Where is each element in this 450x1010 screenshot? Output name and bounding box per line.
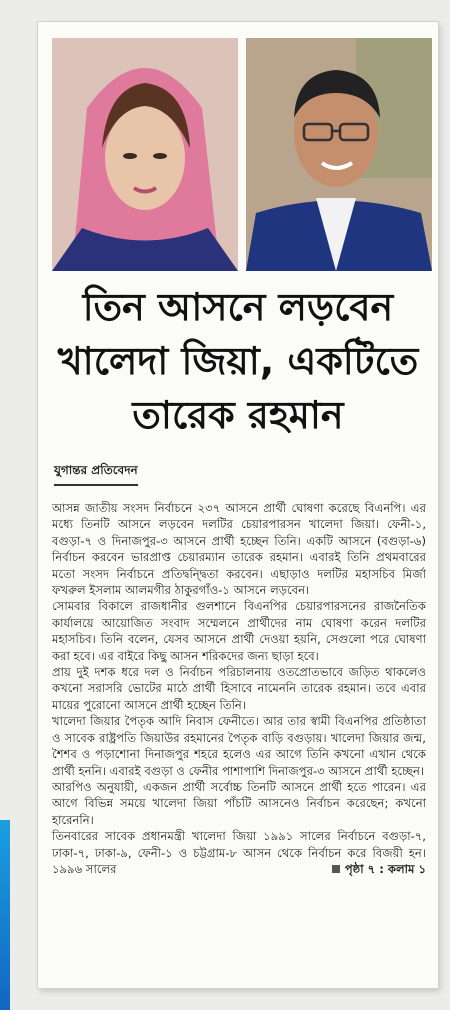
paragraph: প্রায় দুই দশক ধরে দল ও নির্বাচন পরিচালনায় ওতপ্রোতভাবে জড়িত থাকলেও কখনো সরাসরি ভোটের মাঠে প্রার্থী হিসাবে নামেননি তারেক রহমান। তবে এবার মায়ের পুরোনো আসনে প্রার্থী হচ্ছেন তিনি। xyxy=(52,665,426,712)
paragraph: আরপিও অনুযায়ী, একজন প্রার্থী সর্বোচ্চ তিনটি আসনে প্রার্থী হতে পারেন। এর আগে বিভিন্ন সময়ে খালেদা জিয়া পাঁচটি আসনেও নির্বাচন করেছেন; কখনো হারেননি। xyxy=(52,779,426,827)
paragraph: সোমবার বিকালে রাজধানীর গুলশানে বিএনপির চেয়ারপারসনের রাজনৈতিক কার্যালয়ে আয়োজিত সংবাদ সম্মেলনে প্রার্থীদের নাম ঘোষণা করেন দলটির মহাসচিব। তিনি বলেন, যেসব আসনে প্রার্থী দেওয়া হয়নি, সেগুলো পরে ঘোষণা করা হবে। এর বাইরে কিছু আসন শরিকদের জন্য ছাড়া হবে। xyxy=(52,599,426,663)
edge-strip xyxy=(0,820,10,1010)
paragraph-last xyxy=(52,828,426,877)
headline-line-2: খালেদা জিয়া, একটিতে xyxy=(57,339,419,383)
paragraph: খালেদা জিয়ার পৈতৃক আদি নিবাস ফেনীতে। আর তার স্বামী বিএনপির প্রতিষ্ঠাতা ও সাবেক রাষ্ট্রপতি জিয়াউর রহমানের পৈতৃক বাড়ি বগুড়ায়। খালেদা জিয়ার জন্ম, শৈশব ও পড়াশোনা দিনাজপুর শহরে হলেও এর আগে তিনি কখনো এখান থেকে প্রার্থী হননি। এবারই বগুড়া ও ফেনীর পাশাপাশি দিনাজপুর-৩ আসনে প্রার্থী হচ্ছেন। xyxy=(52,714,426,778)
paragraph-text: তিনবারের সাবেক প্রধানমন্ত্রী খালেদা জিয়া ১৯৯১ সালের নির্বাচনে বগুড়া-৭, ঢাকা-৭, ঢাকা-৯, ফেনী-১ ও চট্টগ্রাম-৮ আসন থেকে নির্বাচন করে বিজয়ী হন। ১৯৯৬ সালের xyxy=(52,829,426,876)
headline xyxy=(38,280,438,442)
square-bullet-icon xyxy=(332,865,340,873)
article-body xyxy=(52,500,426,877)
headline-line-1: তিন আসনে লড়বেন xyxy=(82,285,394,329)
photo-khaleda-zia xyxy=(52,38,238,271)
paragraph: আসন্ন জাতীয় সংসদ নির্বাচনে ২৩৭ আসনে প্রার্থী ঘোষণা করেছে বিএনপি। এর মধ্যে তিনটি আসনে লড়বেন দলটির চেয়ারপারসন খালেদা জিয়া। ফেনী-১, বগুড়া-৭ ও দিনাজপুর-৩ আসনে প্রার্থী হচ্ছেন তিনি। একটি আসনে (বগুড়া-৬) নির্বাচন করবেন ভারপ্রাপ্ত চেয়ারম্যান তারেক রহমান। এবারই তিনি প্রথমবারের মতো সংসদ নির্বাচনে প্রতিদ্বন্দ্বিতা করবেন। এছাড়াও দলটির মহাসচিব মির্জা ফখরুল ইসলাম আলমগীর ঠাকুরগাঁও-১ আসনে লড়বেন। xyxy=(52,501,426,598)
byline: যুগান্তর প্রতিবেদন xyxy=(54,462,138,486)
headline-line-3: তারেক রহমান xyxy=(132,393,344,437)
photo-tarique-rahman xyxy=(246,38,432,271)
news-clipping xyxy=(38,22,438,988)
jump-text: পৃষ্ঠা ৭ : কলাম ১ xyxy=(344,861,426,876)
continued-on xyxy=(332,861,426,877)
